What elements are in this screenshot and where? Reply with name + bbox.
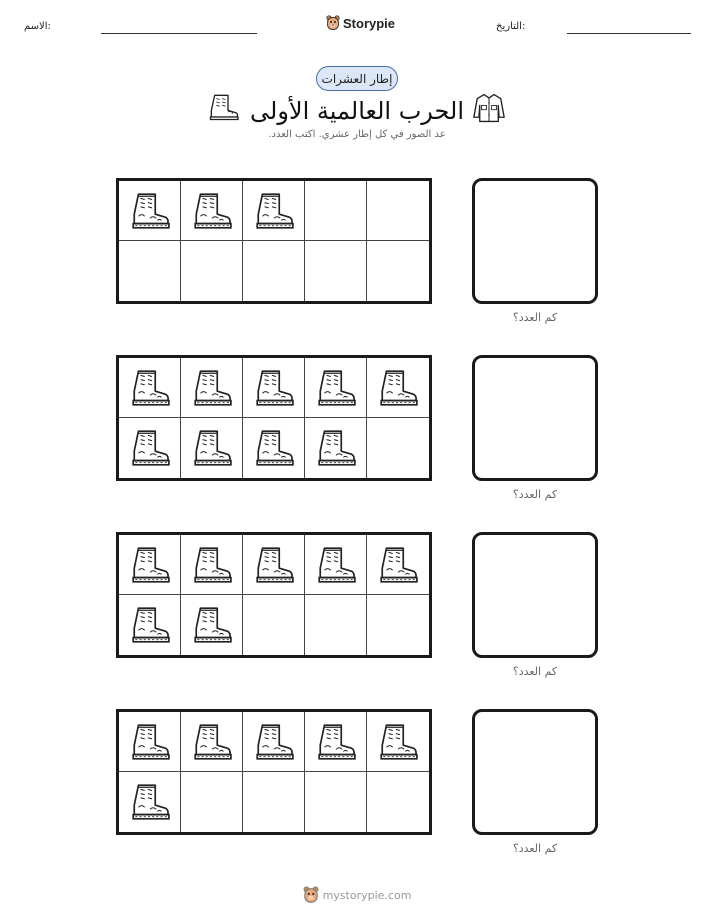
ten-frame-2 (116, 355, 432, 481)
ten-frame-4 (116, 709, 432, 835)
boot-icon (129, 545, 171, 585)
boot-icon (129, 428, 171, 468)
ten-frame-cell (119, 772, 181, 832)
how-many-label: كم العدد؟ (512, 842, 558, 855)
boot-icon (377, 545, 419, 585)
ten-frame-cell (181, 535, 243, 595)
ten-frame-cell (243, 358, 305, 418)
ten-frame-cell (243, 772, 305, 832)
page-title: الحرب العالمية الأولى (250, 97, 464, 125)
ten-frame-cell (243, 535, 305, 595)
ten-frame-cell (305, 772, 367, 832)
ten-frame-cell (181, 418, 243, 478)
ten-frame-cell (367, 181, 429, 241)
how-many-label: كم العدد؟ (512, 665, 558, 678)
boot-icon (253, 428, 295, 468)
ten-frame-1 (116, 178, 432, 304)
answer-box-2[interactable] (472, 355, 598, 481)
ten-frame-cell (119, 358, 181, 418)
ten-frame-cell (119, 535, 181, 595)
boot-icon (253, 191, 295, 231)
answer-box-1[interactable] (472, 178, 598, 304)
answer-box-4[interactable] (472, 709, 598, 835)
date-line[interactable] (567, 33, 691, 34)
boot-icon (253, 722, 295, 762)
ten-frame-cell (181, 772, 243, 832)
ten-frame-cell (367, 535, 429, 595)
boot-icon (129, 605, 171, 645)
boot-icon (206, 92, 240, 122)
ten-frame-cell (367, 595, 429, 655)
ten-frame-cell (181, 181, 243, 241)
boot-icon (315, 368, 357, 408)
boot-icon (129, 722, 171, 762)
ten-frame-cell (243, 595, 305, 655)
ten-frame-cell (305, 595, 367, 655)
boot-icon (191, 428, 233, 468)
boot-icon (191, 191, 233, 231)
ten-frame-cell (181, 712, 243, 772)
ten-frame-cell (243, 712, 305, 772)
bear-icon (326, 15, 340, 31)
ten-frame-3 (116, 532, 432, 658)
how-many-label: كم العدد؟ (512, 311, 558, 324)
ten-frame-cell (305, 358, 367, 418)
brand-name: Storypie (343, 15, 396, 31)
military-jacket-icon (472, 92, 506, 124)
ten-frame-cell (181, 358, 243, 418)
boot-icon (191, 368, 233, 408)
ten-frame-cell (305, 241, 367, 301)
ten-frame-cell (243, 241, 305, 301)
ten-frame-badge: إطار العشرات (316, 66, 398, 91)
name-line[interactable] (101, 33, 257, 34)
ten-frame-cell (119, 181, 181, 241)
ten-frame-cell (181, 595, 243, 655)
footer-url: mystorypie.com (322, 888, 412, 902)
ten-frame-cell (243, 418, 305, 478)
storypie-logo (326, 12, 395, 34)
date-label: التاريخ: (496, 21, 526, 32)
boot-icon (129, 368, 171, 408)
boot-icon (191, 545, 233, 585)
boot-icon (315, 428, 357, 468)
name-label: الاسم: (24, 21, 51, 32)
boot-icon (129, 191, 171, 231)
answer-box-3[interactable] (472, 532, 598, 658)
ten-frame-cell (119, 595, 181, 655)
ten-frame-cell (367, 418, 429, 478)
instructions-text: عد الصور في كل إطار عشري. اكتب العدد. (268, 129, 446, 140)
ten-frame-cell (119, 241, 181, 301)
ten-frame-cell (367, 712, 429, 772)
ten-frame-cell (305, 712, 367, 772)
ten-frame-cell (305, 535, 367, 595)
how-many-label: كم العدد؟ (512, 488, 558, 501)
ten-frame-cell (367, 772, 429, 832)
boot-icon (129, 782, 171, 822)
ten-frame-cell (367, 358, 429, 418)
bear-icon (303, 886, 319, 904)
ten-frame-cell (367, 241, 429, 301)
boot-icon (253, 545, 295, 585)
boot-icon (191, 722, 233, 762)
boot-icon (253, 368, 295, 408)
ten-frame-cell (119, 418, 181, 478)
ten-frame-cell (305, 418, 367, 478)
ten-frame-cell (181, 241, 243, 301)
boot-icon (191, 605, 233, 645)
footer (300, 884, 414, 906)
boot-icon (377, 722, 419, 762)
ten-frame-cell (119, 712, 181, 772)
ten-frame-cell (305, 181, 367, 241)
boot-icon (377, 368, 419, 408)
ten-frame-cell (243, 181, 305, 241)
boot-icon (315, 545, 357, 585)
boot-icon (315, 722, 357, 762)
